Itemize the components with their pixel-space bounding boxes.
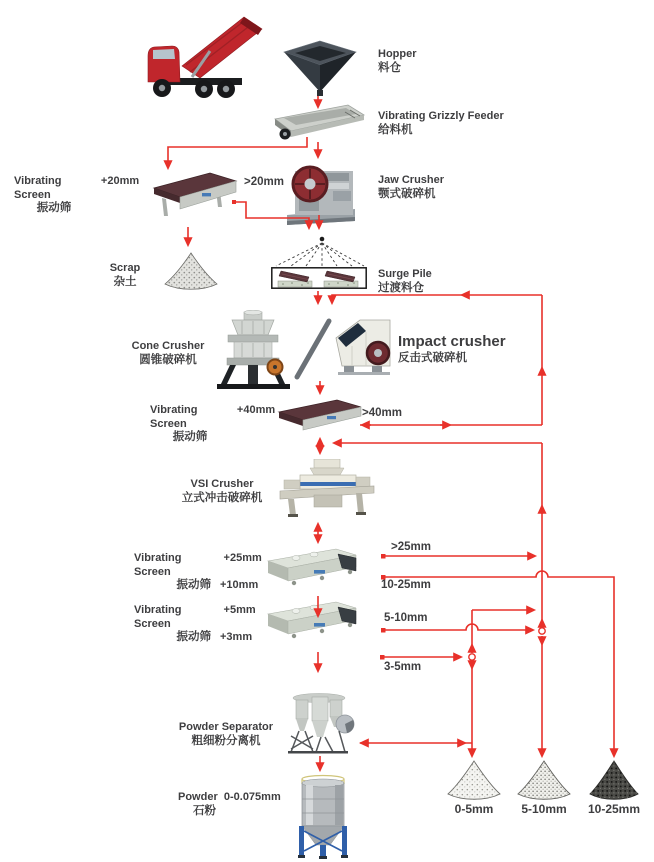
- over-25mm-stream-label: >25mm: [391, 541, 431, 553]
- hopper-label: Hopper 料仓: [378, 48, 417, 74]
- product-5-10mm-label: 5-10mm: [521, 802, 567, 816]
- feeder-label: Vibrating Grizzly Feeder 给料机: [378, 110, 504, 136]
- over-40mm-stream-label: >40mm: [362, 407, 402, 419]
- surge-pile-label: Surge Pile 过渡料仓: [378, 268, 432, 294]
- cone-crusher-label: Cone Crusher 圆锥破碎机: [131, 340, 205, 366]
- screen-25mm-label: Vibrating Screen +25mm 振动筛 +10mm: [134, 552, 262, 591]
- screen-40mm-label: Vibrating Screen +40mm 振动筛: [150, 404, 276, 443]
- stacker-spray-lines: [276, 243, 364, 266]
- junction-circle: [539, 628, 545, 634]
- junction-circle: [469, 654, 475, 660]
- powder-separator-label: Powder Separator 粗细粉分离机: [178, 721, 274, 747]
- vsi-crusher-label: VSI Crusher 立式冲击破碎机: [181, 478, 263, 504]
- product-10-25mm-label: 10-25mm: [587, 802, 641, 816]
- 5-10mm-stream-label: 5-10mm: [384, 612, 428, 624]
- screen-20mm-label: Vibrating Screen +20mm 振动筛: [14, 175, 140, 214]
- powder-silo-label: Powder 0-0.075mm 石粉: [178, 791, 281, 817]
- scrap-label: Scrap 杂土: [109, 262, 141, 288]
- 10-25mm-stream-label: 10-25mm: [381, 579, 431, 591]
- impact-crusher-label: Impact crusher 反击式破碎机: [398, 333, 506, 364]
- 3-5mm-stream-label: 3-5mm: [384, 661, 422, 673]
- product-0-5mm-label: 0-5mm: [454, 802, 494, 816]
- over-20mm-stream-label: >20mm: [244, 176, 284, 188]
- spray-origin-dot: [320, 237, 325, 242]
- slash-divider: [297, 321, 329, 377]
- screen-5mm-label: Vibrating Screen +5mm 振动筛 +3mm: [134, 604, 256, 643]
- jaw-crusher-label: Jaw Crusher 颚式破碎机: [378, 174, 445, 200]
